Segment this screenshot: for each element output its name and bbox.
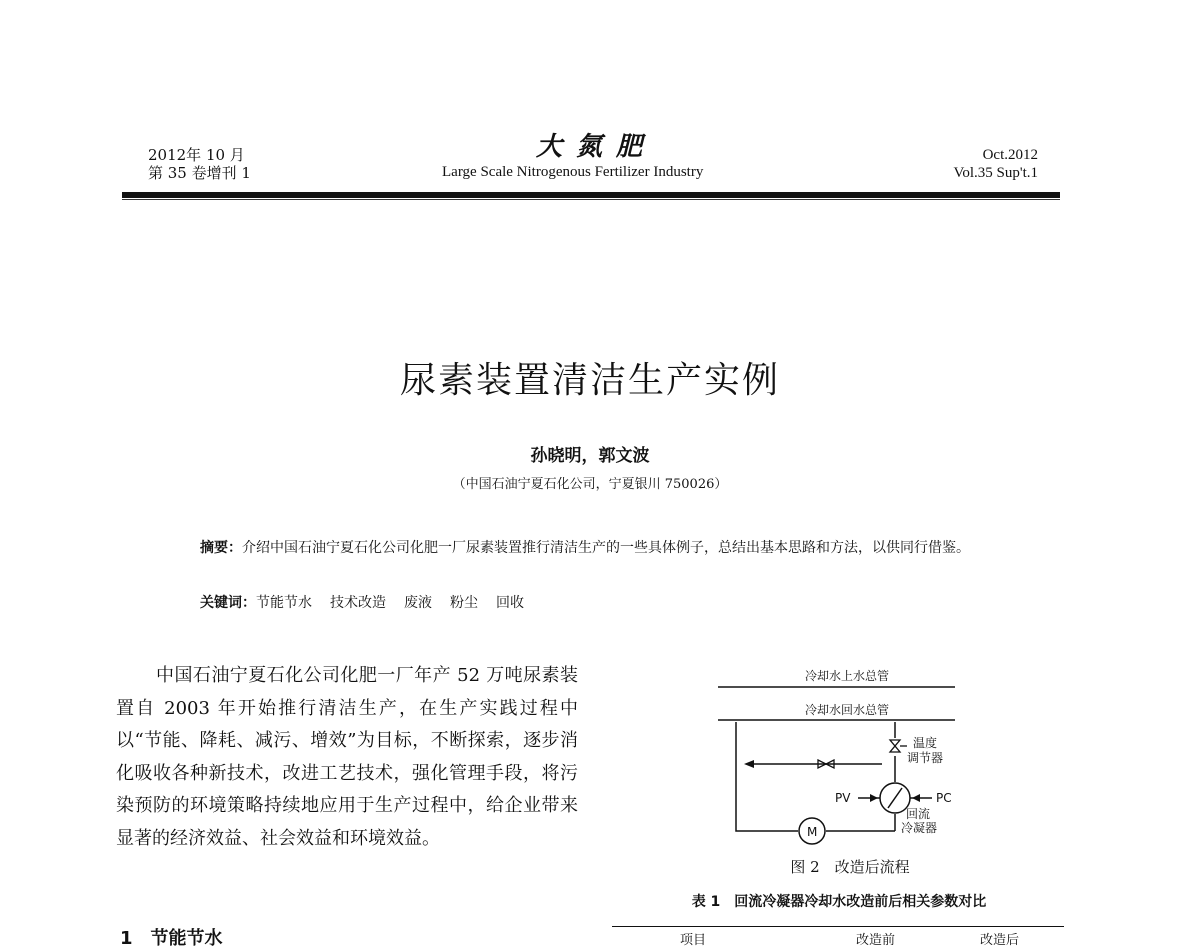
- abstract-label: 摘要：: [200, 540, 242, 556]
- pv-arrow-icon: [870, 794, 878, 802]
- article-title: 尿素装置清洁生产实例: [399, 360, 780, 401]
- pc-arrow-icon: [912, 794, 920, 802]
- condenser-coil: [888, 788, 902, 808]
- pc-label: PC: [936, 791, 952, 805]
- journal-logo: 大氮肥: [536, 132, 657, 162]
- bypass-arrow-icon: [744, 760, 754, 768]
- keywords-label: 关键词：: [200, 595, 256, 611]
- figure-caption: 图 2 改造后流程: [790, 858, 910, 876]
- keyword: 粉尘: [450, 595, 478, 611]
- pv-label: PV: [835, 791, 851, 805]
- section-heading: 1 节能节水: [120, 928, 223, 949]
- header-rule-thick: [122, 192, 1060, 198]
- article-authors: 孙晓明，郭文波: [530, 446, 650, 466]
- table-header-cell: 项目: [680, 933, 707, 948]
- keywords: [200, 592, 542, 612]
- table-header-cell: 改造前: [856, 933, 896, 948]
- valve-label-line1: 温度: [913, 736, 938, 750]
- table-top-rule: [612, 926, 1064, 927]
- issue-volume-cn: 第 35 卷增刊 1: [148, 164, 251, 182]
- journal-name-en: Large Scale Nitrogenous Fertilizer Industry: [442, 164, 704, 180]
- condenser-label-line1: 回流: [906, 807, 931, 821]
- body-paragraph: 中国石油宁夏石化公司化肥一厂年产 52 万吨尿素装置自 2003 年开始推行清洁生产，在生产实践过程中以“节能、降耗、减污、增效”为目标，不断探索，逐步消化吸收各种新技术，改进工艺技术，强化管理手段，将污染预防的环境策略持续地应用于生产过程中，给企业带来显著的经济效益、社会效益和环境效益。: [116, 665, 578, 849]
- header-right: [953, 146, 1038, 182]
- abstract: [164, 534, 1030, 562]
- header-rule-thin: [122, 199, 1060, 200]
- process-flow-diagram: [700, 660, 1000, 850]
- left-loop-line: [736, 722, 798, 831]
- author-affiliation: （中国石油宁夏石化公司，宁夏银川 750026）: [452, 477, 728, 492]
- valve-label-line2: 调节器: [907, 751, 944, 765]
- keyword: 回收: [496, 595, 524, 611]
- condenser-label-line2: 冷凝器: [901, 821, 938, 835]
- header-left: [148, 146, 251, 182]
- keyword: 技术改造: [330, 595, 386, 611]
- keyword: 节能节水: [256, 595, 312, 611]
- control-valve-icon: [890, 740, 900, 752]
- issue-date-en: Oct.2012: [982, 147, 1038, 163]
- return-header-label: 冷却水回水总管: [805, 703, 890, 717]
- issue-volume-en: Vol.35 Sup't.1: [953, 165, 1038, 181]
- keyword: 废液: [404, 595, 432, 611]
- issue-date-cn: 2012年 10 月: [148, 146, 245, 164]
- abstract-text: 介绍中国石油宁夏石化公司化肥一厂尿素装置推行清洁生产的一些具体例子，总结出基本思路和方法，以供同行借鉴。: [242, 540, 970, 556]
- table-caption: 表 1 回流冷凝器冷却水改造前后相关参数对比: [691, 894, 987, 910]
- supply-header-label: 冷却水上水总管: [805, 669, 890, 683]
- table-header-cell: 改造后: [980, 933, 1020, 948]
- pump-label: M: [807, 825, 818, 839]
